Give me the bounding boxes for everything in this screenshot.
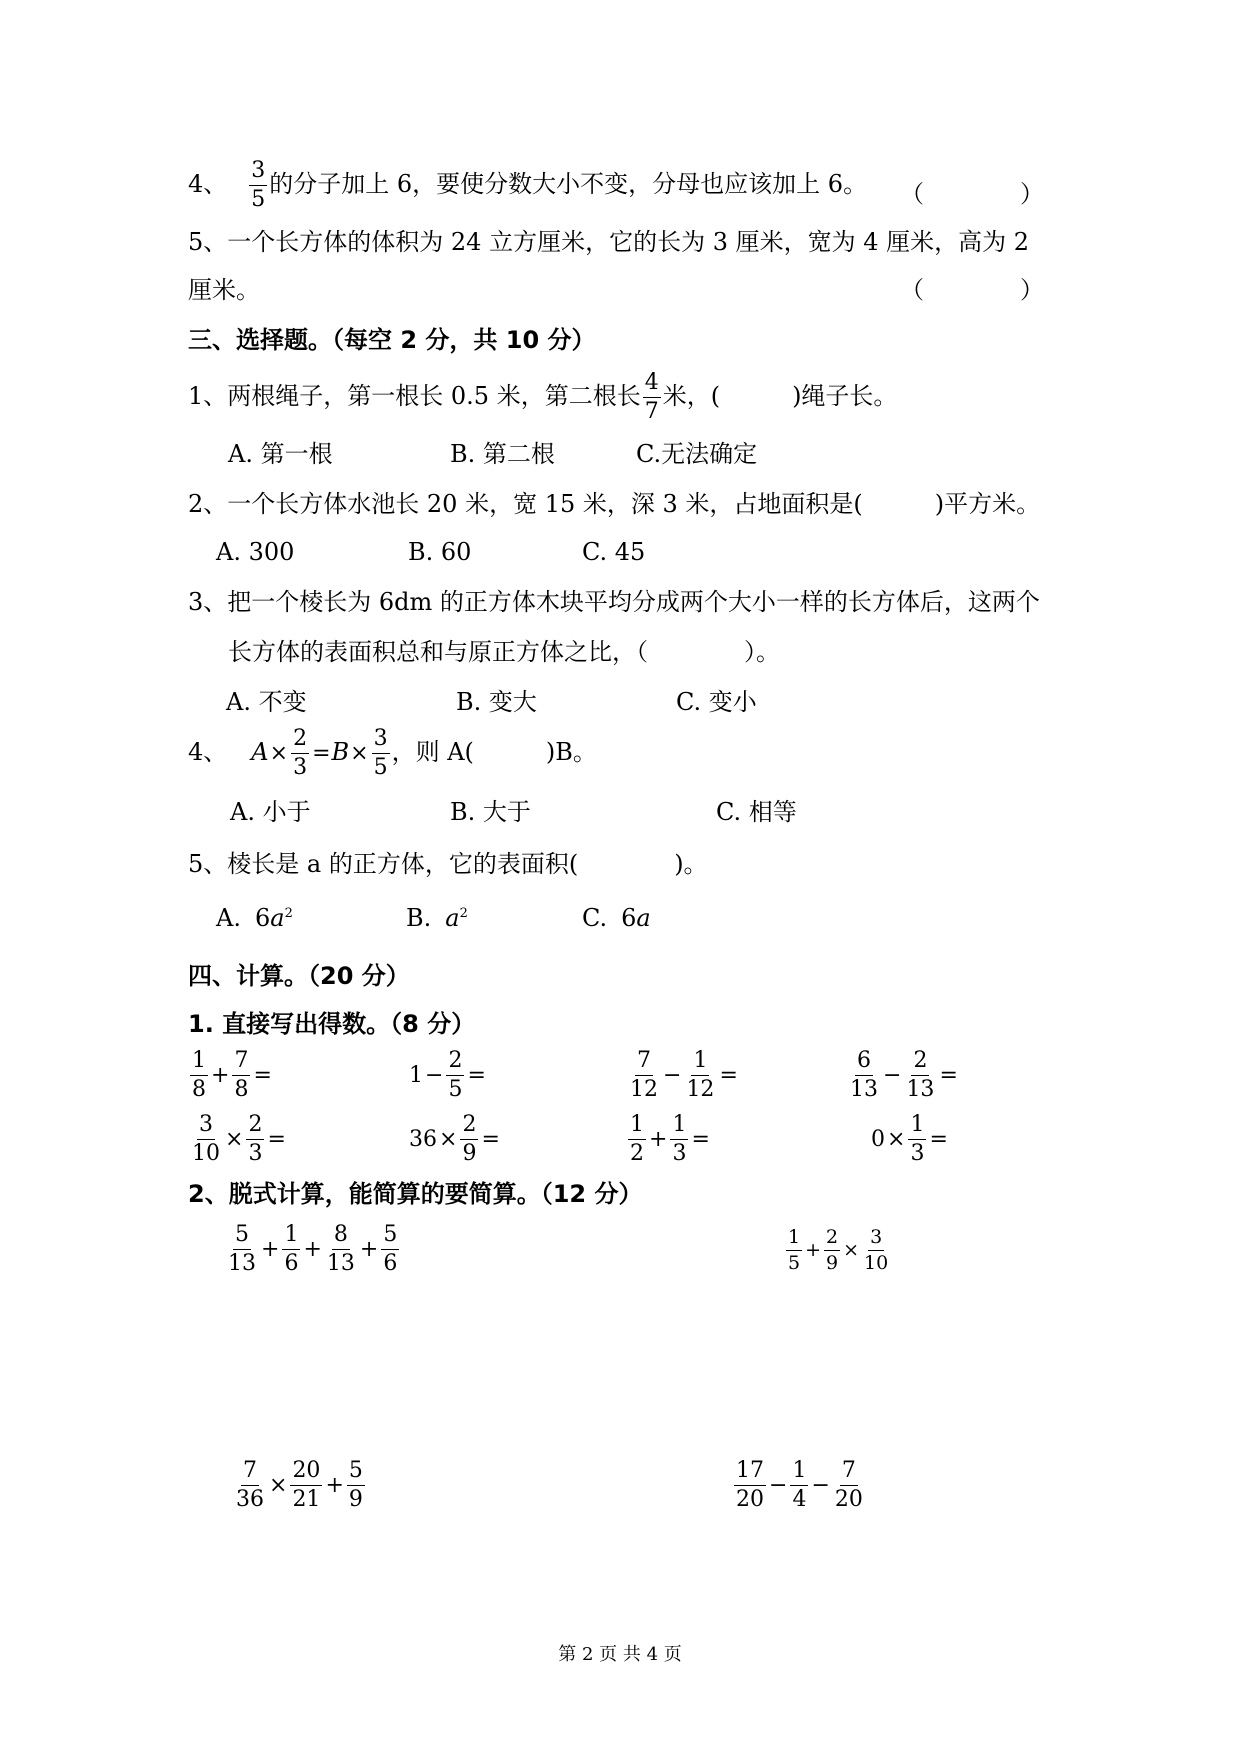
judge-q5-line2: 厘米。 [188,276,260,304]
answer-paren[interactable]: （ ） [900,180,1044,208]
direct-calc-item: 0× $\frac{1}{3}$ = [871,1112,948,1166]
option-a[interactable]: A. 小于 [230,798,311,826]
judge-q5-line1: 5、一个长方体的体积为 24 立方厘米，它的长为 3 厘米，宽为 4 厘米，高为 2 [188,228,1030,256]
choice-q4: 4、 A× $\frac{2}{3}$ =B× $\frac{3}{5}$ ，则 A( )B。 [188,726,597,780]
option-c[interactable]: C.无法确定 [636,440,758,468]
option-b[interactable]: B. 变大 [456,688,537,716]
option-a-value: $6a^2$ [254,904,293,932]
expression-2: $\frac{1}{5}$ + $\frac{2}{9}$ × $\frac{3}{10}$ [788,1226,889,1274]
subsection-title: 1. 直接写出得数。（8 分） [188,1010,476,1038]
judge-q4-text: 的分子加上 6，要使分数大小不变，分母也应该加上 6。 [269,170,868,198]
fraction: $\frac{3}{5}$ [251,158,266,212]
choice-q3-line1: 3、把一个棱长为 6dm 的正方体木块平均分成两个大小一样的长方体后，这两个 [188,588,1040,616]
choice-q2: 2、一个长方体水池长 20 米，宽 15 米，深 3 米，占地面积是( )平方米。 [188,490,1041,518]
direct-calc-item: 36× $\frac{2}{9}$ = [409,1112,500,1166]
direct-calc-item: $\frac{3}{10}$ × $\frac{2}{3}$ = [192,1112,286,1166]
subsection-title: 2、脱式计算，能简算的要简算。（12 分） [188,1180,643,1208]
direct-calc-item: $\frac{1}{2}$ + $\frac{1}{3}$ = [630,1112,710,1166]
expression-1: $\frac{5}{13}$ + $\frac{1}{6}$ + $\frac{8}{13}$ + $\frac{5}{6}$ [228,1222,398,1276]
direct-calc-item: 1− $\frac{2}{5}$ = [409,1048,486,1102]
direct-calc-item: $\frac{6}{13}$ − $\frac{2}{13}$ = [850,1048,958,1102]
option-c[interactable]: C. 变小 [676,688,757,716]
judge-q4-number: 4、 [188,170,228,198]
expression-3: $\frac{7}{36}$ × $\frac{20}{21}$ + $\frac{5}{9}$ [236,1458,363,1512]
direct-calc-item: $\frac{1}{8}$ + $\frac{7}{8}$ = [192,1048,272,1102]
expression-4: $\frac{17}{20}$ − $\frac{1}{4}$ − $\frac{7}{20}$ [736,1458,863,1512]
option-b[interactable]: B. 大于 [450,798,531,826]
choice-q3-line2: 长方体的表面积总和与原正方体之比，（ ）。 [228,638,780,666]
option-b[interactable]: B. 第二根 [450,440,555,468]
option-a[interactable]: A. 第一根 [228,440,333,468]
judge-q4 [188,160,867,211]
choice-q1: 1、两根绳子，第一根长 0.5 米，第二根长 $\frac{4}{7}$ 米，( )绳子长。 [188,370,898,424]
fraction: $\frac{3}{5}$ [373,726,388,780]
section-title: 四、计算。（20 分） [188,962,410,990]
direct-calc-item: $\frac{7}{12}$ − $\frac{1}{12}$ = [630,1048,738,1102]
option-c[interactable]: C. 6a [582,904,651,932]
option-a[interactable]: A. 300 [216,538,295,566]
option-b[interactable]: B. $a^2$ [406,904,468,932]
page-footer: 第 2 页 共 4 页 [558,1644,682,1665]
option-a[interactable]: A. 不变 [226,688,307,716]
option-c[interactable]: C. 45 [582,538,646,566]
answer-paren[interactable]: （ ） [900,276,1044,304]
fraction: $\frac{4}{7}$ [644,370,659,424]
option-a[interactable]: A. $6a^2$ [216,904,293,932]
fraction: $\frac{2}{3}$ [293,726,308,780]
option-c[interactable]: C. 相等 [716,798,797,826]
option-b[interactable]: B. 60 [408,538,472,566]
section-title: 三、选择题。（每空 2 分，共 10 分） [188,326,596,354]
choice-q5: 5、棱长是 a 的正方体，它的表面积( )。 [188,850,708,878]
